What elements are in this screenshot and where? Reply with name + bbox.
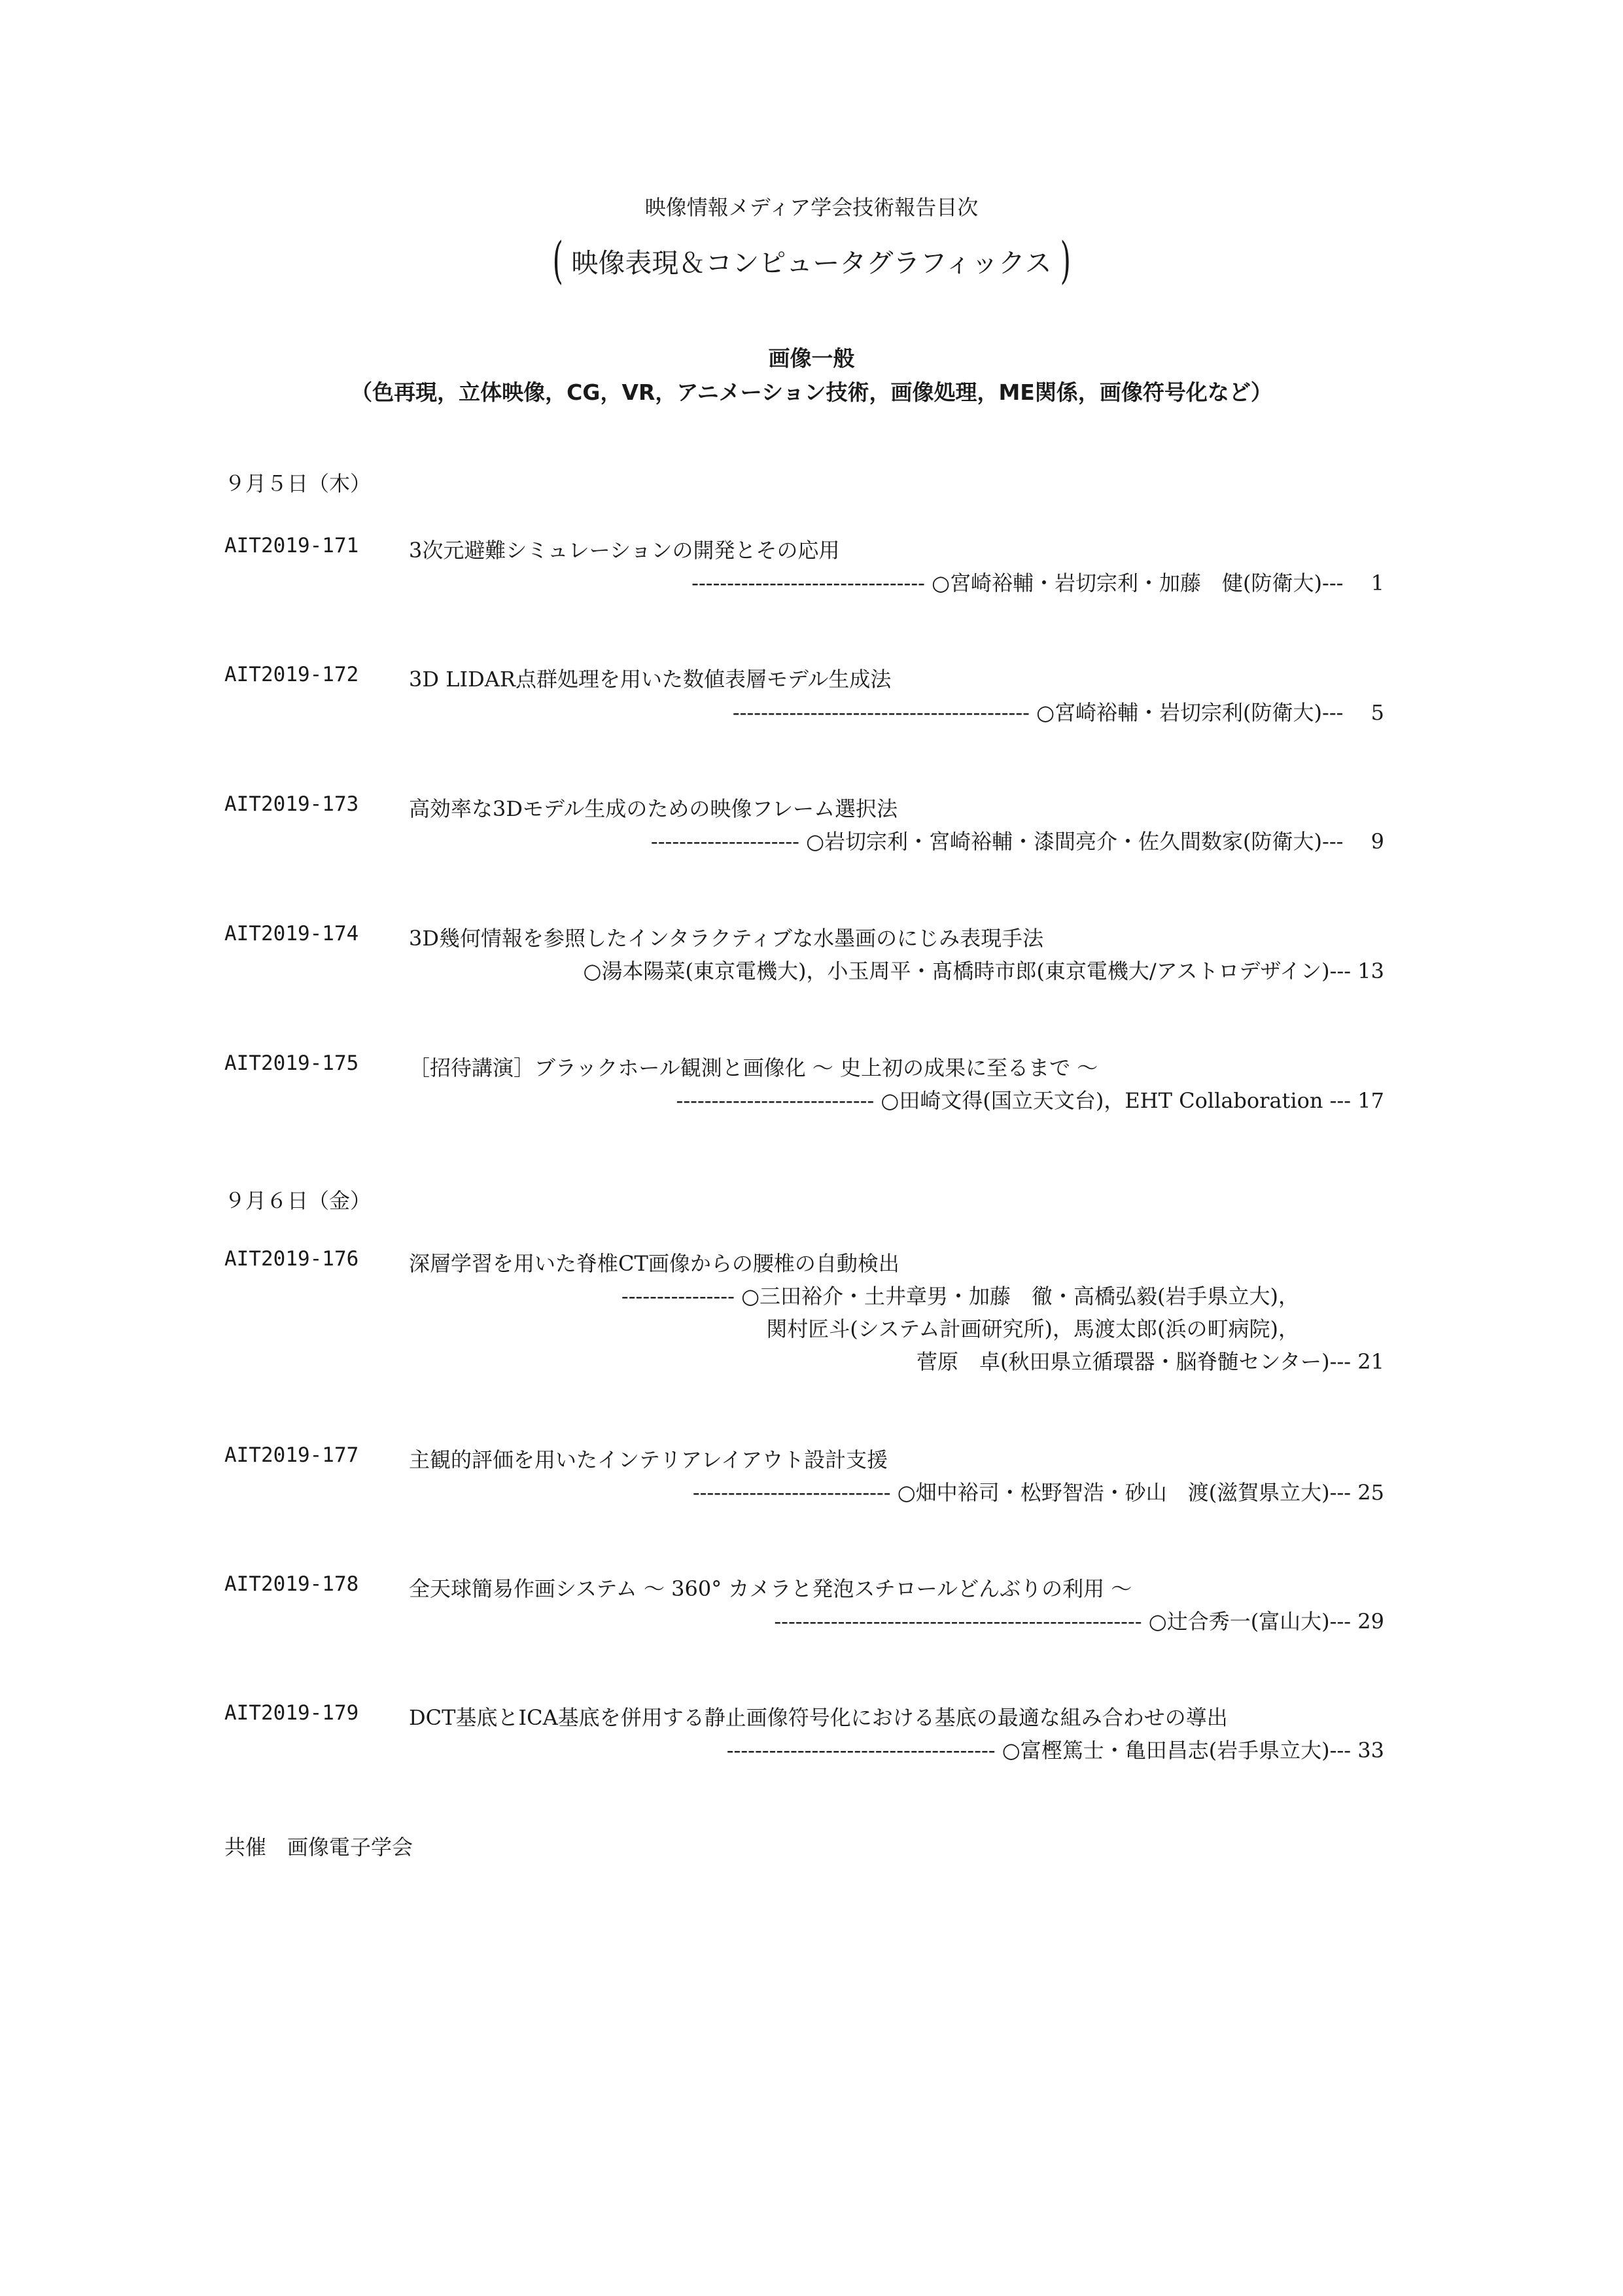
paper-title: 3D LIDAR点群処理を用いた数値表層モデル生成法 — [409, 667, 892, 692]
paper-authors: --------------------- ○岩切宗利・宮崎裕輔・漆間亮介・佐久間数家(防衛大)--- 9 — [650, 829, 1384, 854]
day-heading: ９月６日（金） — [224, 1188, 372, 1213]
paper-title: 主観的評価を用いたインテリアレイアウト設計支援 — [409, 1447, 888, 1472]
paper-title: 深層学習を用いた脊椎CT画像からの腰椎の自動検出 — [409, 1251, 899, 1276]
paper-code: AIT2019-174 — [224, 922, 359, 945]
paper-code: AIT2019-171 — [224, 534, 359, 557]
paper-code: AIT2019-172 — [224, 663, 359, 686]
category-heading: 画像一般 — [768, 345, 855, 371]
paper-title: ［招待講演］ブラックホール観測と画像化 ～ 史上初の成果に至るまで ～ — [409, 1055, 1098, 1080]
bracket-left: ( — [552, 231, 563, 289]
paper-title: 3次元避難シミュレーションの開発とその応用 — [409, 538, 840, 563]
paper-title: DCT基底とICA基底を併用する静止画像符号化における基底の最適な組み合わせの導出 — [409, 1705, 1228, 1730]
paper-authors: -------------------------------------- ○富樫篤士・亀田昌志(岩手県立大)--- 33 — [726, 1738, 1384, 1763]
paper-authors: ---------------- ○三田裕介・土井章男・加藤 徹・高橋弘毅(岩手県立大)， — [621, 1284, 1299, 1309]
paper-title: 3D幾何情報を参照したインタラクティブな水墨画のにじみ表現手法 — [409, 926, 1044, 951]
bracket-right: ) — [1060, 231, 1071, 289]
paper-code: AIT2019-178 — [224, 1572, 359, 1596]
document-title: 映像情報メディア学会技術報告目次 — [644, 195, 979, 220]
series-title-block — [0, 231, 1623, 289]
paper-title: 全天球簡易作画システム ～ 360° カメラと発泡スチロールどんぶりの利用 ～ — [409, 1576, 1132, 1601]
paper-code: AIT2019-179 — [224, 1701, 359, 1725]
day-heading: ９月５日（木） — [224, 471, 372, 496]
paper-code: AIT2019-176 — [224, 1247, 359, 1271]
paper-authors: 関村匠斗(システム計画研究所)，馬渡太郎(浜の町病院)， — [766, 1316, 1299, 1341]
paper-code: AIT2019-175 — [224, 1051, 359, 1075]
paper-code: AIT2019-177 — [224, 1443, 359, 1467]
paper-authors: 菅原 卓(秋田県立循環器・脳脊髄センター)--- 21 — [916, 1349, 1384, 1374]
paper-title: 高効率な3Dモデル生成のための映像フレーム選択法 — [409, 796, 898, 821]
paper-authors: ---------------------------- ○田崎文得(国立天文台)，EHT Collaboration --- 17 — [676, 1088, 1384, 1113]
paper-authors: ---------------------------------------------------- ○辻合秀一(富山大)--- 29 — [774, 1609, 1384, 1634]
category-topics: （色再現，立体映像，CG，VR，アニメーション技術，画像処理，ME関係，画像符号化など） — [351, 380, 1272, 405]
series-title: 映像表現＆コンピュータグラフィックス — [571, 247, 1052, 279]
paper-code: AIT2019-173 — [224, 792, 359, 816]
paper-authors: ------------------------------------------ ○宮崎裕輔・岩切宗利(防衛大)--- 5 — [732, 700, 1384, 725]
paper-authors: --------------------------------- ○宮崎裕輔・岩切宗利・加藤 健(防衛大)--- 1 — [691, 571, 1384, 595]
paper-authors: ○湯本陽菜(東京電機大)，小玉周平・髙橋時市郎(東京電機大/アストロデザイン)--- 13 — [583, 959, 1384, 983]
paper-authors: ---------------------------- ○畑中裕司・松野智浩・砂山 渡(滋賀県立大)--- 25 — [692, 1480, 1384, 1505]
cosponsor-note: 共催 画像電子学会 — [224, 1835, 413, 1860]
